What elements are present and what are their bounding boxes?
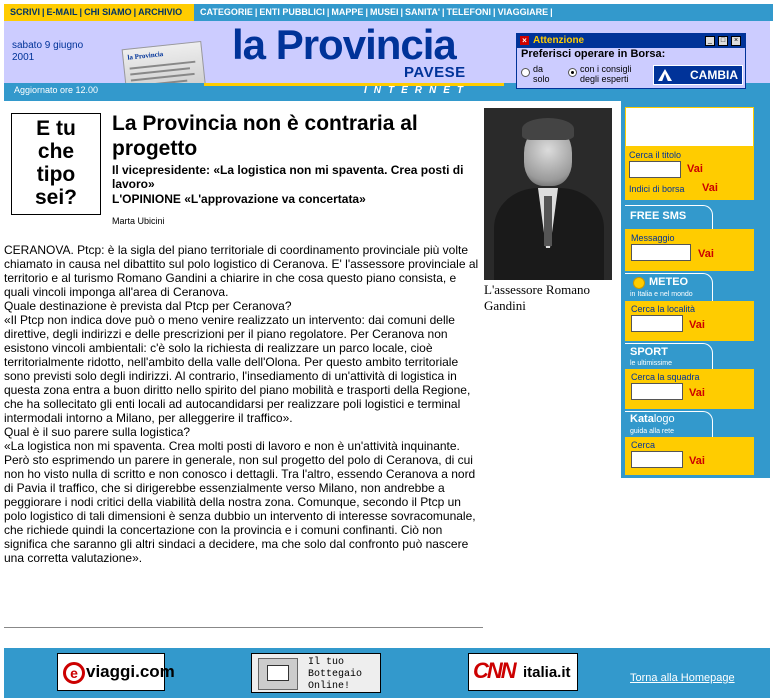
article-paragraph: «Il Ptcp non indica dove può o meno venire realizzato un intervento: dai comuni delle direttive, degli indirizzi e delle prescrizioni per il piano regolatore. Per Ceranova non esistono vincoli ambientali: c'è solo la richiesta di realizzare un parco locale, cioè territorialmente ridotto, nell'ambito della valle dell'Olona. Per questo ambito territoriale sono previsti solo degli indirizzi. Al contrario, l'insediamento di un'attività di logistica in questa zona entra a buon diritto nello spirito del piano mobilità e trasporti della Regione, che ha sollecitato gli enti locali ad autocandidarsi per realizzare poli logistici e terminal intermodali intorno a Milano, per alleggerire il traffico». bbox=[4, 313, 471, 425]
meteo-tab bbox=[625, 273, 713, 301]
sport-label: Cerca la squadra bbox=[631, 372, 700, 382]
sms-box bbox=[625, 229, 754, 271]
cnn-text: italia.it bbox=[523, 664, 571, 681]
last-updated: Aggiornato ore 12.00 bbox=[14, 85, 99, 95]
internet-label: INTERNET bbox=[364, 85, 470, 96]
nav-link-categorie[interactable]: CATEGORIE bbox=[200, 7, 253, 17]
top-nav-left bbox=[4, 4, 194, 21]
katalogo-go[interactable]: Vai bbox=[689, 455, 705, 467]
search-title-label: Cerca il titolo bbox=[629, 150, 682, 160]
right-sidebar bbox=[621, 101, 770, 478]
bottegaio-text bbox=[308, 657, 362, 693]
meteo-box bbox=[625, 301, 754, 341]
minimize-icon[interactable]: _ bbox=[705, 36, 715, 46]
maximize-icon[interactable]: □ bbox=[718, 36, 728, 46]
radio-con-consigli[interactable] bbox=[568, 68, 577, 77]
nav-link-sanita[interactable]: SANITA' bbox=[405, 7, 440, 17]
photo-tie bbox=[544, 196, 552, 246]
borsa-index-go[interactable]: Vai bbox=[702, 182, 718, 194]
nav-separator: | bbox=[79, 7, 83, 17]
borsa-widget bbox=[516, 33, 746, 89]
article-opinion: L'OPINIONE «L'approvazione va concertata» bbox=[112, 192, 366, 206]
sport-go[interactable]: Vai bbox=[689, 387, 705, 399]
katalogo-subtitle: guida alla rete bbox=[630, 428, 674, 435]
option-text: da bbox=[533, 64, 544, 74]
borsa-index-link[interactable]: Indici di borsa bbox=[629, 184, 685, 194]
radio-da-solo[interactable] bbox=[521, 68, 530, 77]
article-body bbox=[4, 243, 482, 565]
computer-icon bbox=[258, 658, 298, 690]
sport-title: SPORT bbox=[630, 346, 668, 358]
nav-separator: | bbox=[400, 7, 404, 17]
nav-separator: | bbox=[365, 7, 368, 17]
eviaggi-text: viaggi.com bbox=[86, 662, 175, 681]
bottegaio-line: Online! bbox=[308, 681, 351, 692]
sms-input[interactable] bbox=[631, 244, 691, 261]
option-text: solo bbox=[533, 74, 550, 84]
nav-link-chi-siamo[interactable]: CHI SIAMO bbox=[84, 7, 132, 17]
nav-separator: | bbox=[493, 7, 496, 17]
cnn-banner[interactable] bbox=[468, 653, 578, 691]
meteo-input[interactable] bbox=[631, 315, 683, 332]
borsa-titlebar bbox=[517, 34, 745, 48]
sport-box bbox=[625, 369, 754, 409]
quiz-banner[interactable] bbox=[11, 113, 101, 215]
nav-separator: | bbox=[133, 7, 137, 17]
borsa-title: Attenzione bbox=[533, 35, 585, 46]
option-da-solo-label bbox=[533, 64, 550, 84]
eviaggi-e-icon: e bbox=[63, 662, 85, 684]
article-divider bbox=[4, 627, 483, 628]
katalogo-label: Cerca bbox=[631, 440, 656, 450]
option-text: con i consigli bbox=[580, 64, 632, 74]
bottegaio-line: Bottegaio bbox=[308, 669, 363, 680]
search-title-go[interactable]: Vai bbox=[687, 163, 703, 175]
site-logo-sub: PAVESE bbox=[404, 64, 466, 81]
katalogo-title-a: Kata bbox=[630, 413, 654, 425]
quiz-line: tipo bbox=[36, 163, 76, 186]
bottegaio-banner[interactable] bbox=[251, 653, 381, 693]
nav-link-musei[interactable]: MUSEI bbox=[369, 7, 399, 17]
search-banner bbox=[625, 107, 754, 147]
article-subtitle: Il vicepresidente: «La logistica non mi spaventa. Crea posti di lavoro» bbox=[112, 163, 464, 191]
article-paragraph: CERANOVA. Ptcp: è la sigla del piano territoriale di coordinamento provinciale più volte chiamato in causa nel dibattito sul polo logistico di Ceranova. E' l'assessore provinciale al territorio e al turismo Romano Gandini a chiarire in che cosa questo piano consista, e quali vincoli imponga all'area di Ceranova. bbox=[4, 243, 479, 299]
nav-separator: | bbox=[326, 7, 330, 17]
article-title: La Provincia non è contraria al progetto bbox=[112, 112, 418, 160]
photo-hair bbox=[522, 118, 574, 140]
sms-label: Messaggio bbox=[631, 233, 675, 243]
nav-separator: | bbox=[254, 7, 258, 17]
option-con-consigli-label bbox=[580, 64, 632, 84]
meteo-subtitle: in Italia e nel mondo bbox=[630, 291, 693, 298]
date-line: sabato 9 giugno bbox=[12, 40, 84, 51]
nav-link-scrivi[interactable]: SCRIVI bbox=[10, 7, 41, 17]
meteo-label: Cerca la località bbox=[631, 304, 696, 314]
close-window-icon[interactable]: × bbox=[731, 36, 741, 46]
sport-tab bbox=[625, 343, 713, 369]
nav-link-viaggiare[interactable]: VIAGGIARE bbox=[497, 7, 549, 17]
katalogo-tab bbox=[625, 411, 713, 437]
cambia-label: CAMBIA bbox=[690, 68, 738, 82]
photo-caption: L'assessore Romano Gandini bbox=[484, 282, 590, 313]
katalogo-title bbox=[630, 413, 675, 425]
nav-link-enti-pubblici[interactable]: ENTI PUBBLICI bbox=[259, 7, 325, 17]
article-question: Quale destinazione è prevista dal Ptcp per Ceranova? bbox=[4, 299, 292, 313]
article-photo bbox=[484, 108, 612, 280]
close-icon[interactable]: × bbox=[520, 36, 529, 45]
nav-link-email[interactable]: E-MAIL bbox=[46, 7, 78, 17]
flag-icon bbox=[658, 69, 672, 81]
year-line: 2001 bbox=[12, 52, 35, 63]
bottegaio-line: Il tuo bbox=[308, 657, 345, 668]
newspaper-mini-title: la Provincia bbox=[127, 50, 164, 62]
katalogo-input[interactable] bbox=[631, 451, 683, 468]
top-nav-right bbox=[194, 4, 773, 21]
nav-link-telefoni[interactable]: TELEFONI bbox=[446, 7, 492, 17]
sms-title: FREE SMS bbox=[630, 210, 687, 222]
sport-subtitle: le ultimissime bbox=[630, 360, 673, 367]
quiz-line: E tu bbox=[36, 117, 76, 140]
search-box bbox=[625, 107, 754, 200]
katalogo-box bbox=[625, 437, 754, 475]
cnn-logo: CNN bbox=[473, 658, 515, 683]
nav-separator: | bbox=[42, 7, 45, 17]
article-paragraph: «La logistica non mi spaventa. Crea molti posti di lavoro e non è un'attività inquinante. Però sto esprimendo un parere in generale, non sul progetto del polo di Ceranova, di cui non ho visto nulla di scritto e non conosco i dettagli. Tra l'altro, essendo Ceranova a nord di Pavia il traffico, che si dirigerebbe essenzialmente verso Milano, non andrebbe a peggiorare i nodi critici della viabilità della nostra zona. Comunque, secondo il Ptcp un polo logistico di tali dimensioni è senza dubbio un intervento di interesse sovracomunale, che richiede quindi la concertazione con la provincia e i comuni confinanti. Ciò non significa che saranno gli altri sindaci a decidere, ma che solo dal confronto può nascere una corretta valutazione». bbox=[4, 439, 476, 565]
cambia-button[interactable] bbox=[653, 65, 743, 85]
site-logo[interactable]: la Provincia bbox=[232, 21, 456, 68]
nav-separator: | bbox=[550, 7, 553, 17]
quiz-line: che bbox=[37, 140, 75, 163]
nav-separator: | bbox=[442, 7, 445, 17]
option-text: degli esperti bbox=[580, 74, 629, 84]
nav-link-archivio[interactable]: ARCHIVIO bbox=[138, 7, 183, 17]
search-title-input[interactable] bbox=[629, 161, 681, 178]
quiz-line: sei? bbox=[34, 186, 78, 209]
sms-go[interactable]: Vai bbox=[698, 248, 714, 260]
nav-link-mappe[interactable]: MAPPE bbox=[331, 7, 364, 17]
meteo-go[interactable]: Vai bbox=[689, 319, 705, 331]
sms-tab bbox=[625, 205, 713, 229]
sport-input[interactable] bbox=[631, 383, 683, 400]
home-link[interactable]: Torna alla Homepage bbox=[630, 672, 735, 684]
article-question: Qual è il suo parere sulla logistica? bbox=[4, 425, 191, 439]
footer bbox=[4, 648, 770, 698]
top-navigation bbox=[0, 0, 773, 22]
borsa-question: Preferisci operare in Borsa: bbox=[521, 48, 666, 60]
katalogo-title-b: logo bbox=[653, 413, 675, 425]
article-author: Marta Ubicini bbox=[112, 216, 165, 226]
meteo-title: METEO bbox=[649, 276, 689, 288]
sun-icon bbox=[633, 277, 645, 289]
header-date bbox=[12, 40, 83, 64]
eviaggi-banner[interactable] bbox=[57, 653, 175, 691]
